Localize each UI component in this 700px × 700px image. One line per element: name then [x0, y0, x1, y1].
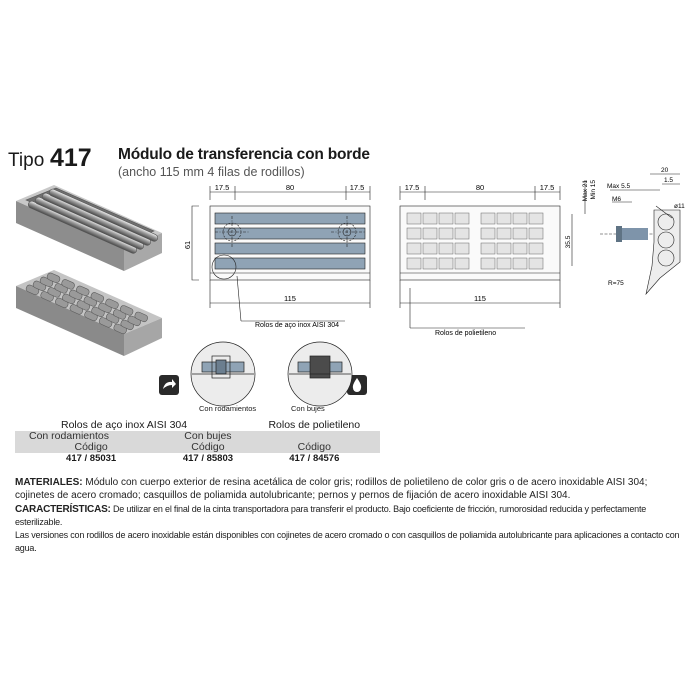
max55-label: Max 5.5 — [607, 183, 631, 190]
dim-width: 115 — [284, 294, 296, 303]
dim-height: 61 — [183, 240, 192, 250]
bushing-label: Con bujes — [291, 404, 325, 413]
dim-right: 17.5 — [349, 183, 365, 192]
steel-module-drawing — [185, 178, 380, 340]
description — [15, 477, 685, 555]
d20-label: 20 — [661, 167, 669, 174]
group-steel-header: Rolos de aço inox AISI 304 — [61, 419, 188, 431]
d15-label: 1.5 — [664, 177, 674, 184]
conveyor-arrow-icon — [159, 375, 179, 395]
materials-label: MATERIALES: — [15, 477, 83, 488]
code-table — [15, 420, 380, 464]
tipo-label: Tipo — [8, 150, 45, 171]
features-label: CARACTERÍSTICAS: — [15, 503, 111, 515]
dim-mid: 80 — [285, 183, 295, 192]
dim-left: 17.5 — [214, 183, 230, 192]
features-body: De utilizar en el final de la cinta transportadora para transferir el producto. Bajo coeficiente de fricción, rumorosidad reducida y perfectamente esterilizable. — [15, 503, 647, 528]
min15-label: Min 15 — [590, 180, 597, 200]
dim-mid: 80 — [475, 183, 485, 192]
callout-steel: Rolos de aço inox AISI 304 — [255, 322, 340, 329]
dim-right: 17.5 — [539, 183, 555, 192]
m6-label: M6 — [612, 196, 622, 203]
code-cell-3: 417 / 84576 — [289, 453, 340, 464]
code-header-2: Código — [167, 442, 248, 453]
code-cell-2: 417 / 85803 — [182, 453, 234, 464]
bearing-label: Con rodamientos — [199, 404, 257, 413]
dim-left: 17.5 — [404, 183, 420, 192]
h355-label: 35.5 — [565, 235, 572, 249]
callout-poly: Rolos de polietileno — [435, 330, 497, 337]
code-cell-1: 417 / 85031 — [66, 453, 117, 464]
sub-bearing-header: Con rodamientos — [15, 431, 167, 442]
section-view — [560, 166, 690, 296]
tipo-number: 417 — [50, 144, 92, 172]
radius-label: R=75 — [608, 280, 624, 287]
poly-module-drawing — [385, 178, 570, 340]
steel-rollers-photo — [14, 183, 164, 275]
code-header-1: Código — [15, 442, 167, 453]
page-title: Módulo de transferencia con borde — [118, 146, 370, 163]
materials-body: Módulo con cuerpo exterior de resina acetálica de color gris; rodillos de polietileno de color gris o de acero inoxidable AISI 304; cojinetes de acero cromado; casquillos de poliamida autolubricante; pernos y pernos de fijación de acero inoxidable AISI 304. — [15, 477, 648, 501]
polyethylene-rollers-photo — [14, 268, 164, 360]
dia11-label: ø11 — [674, 203, 685, 210]
dim-width: 115 — [474, 294, 486, 303]
max21-label: Max 21 — [582, 180, 589, 202]
sub-bushing-header: Con bujes — [167, 431, 248, 442]
features-body-2: Las versiones con rodillos de acero inoxidable están disponibles con cojinetes de acero cromado o con casquillos de poliamida autolubricante para aplicaciones a contacto con agua. — [15, 530, 680, 553]
page-subtitle: (ancho 115 mm 4 filas de rodillos) — [118, 165, 305, 179]
code-header-3: Código — [249, 442, 380, 453]
group-poly-header: Rolos de polietileno — [268, 419, 361, 431]
